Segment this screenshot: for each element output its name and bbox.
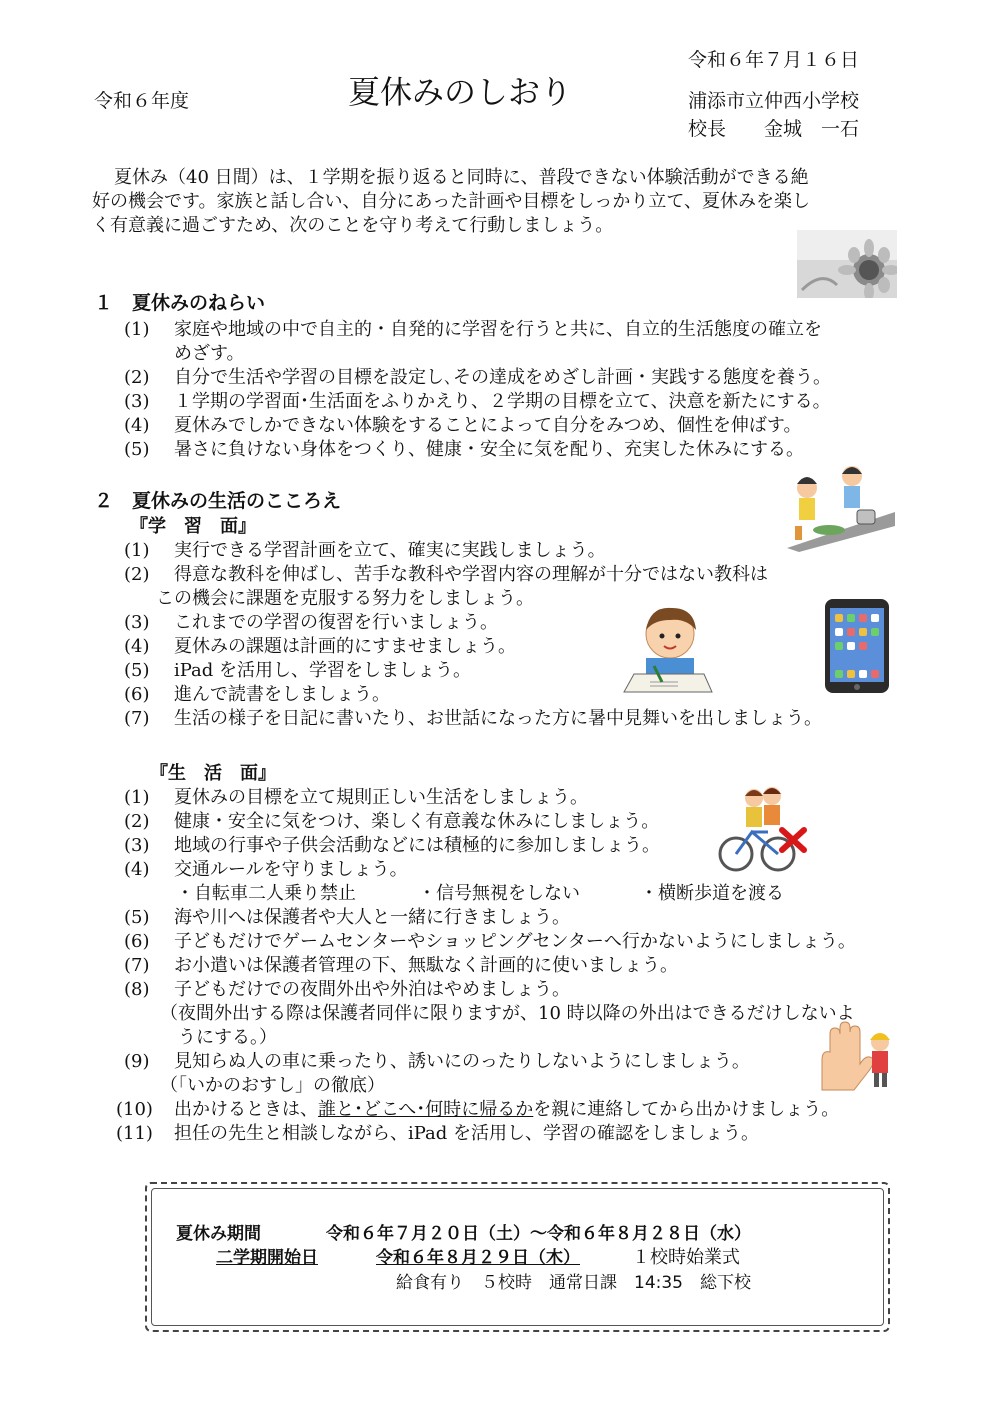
summer-period-value: 令和６年７月２０日（土）～令和６年８月２８日（水）: [326, 1224, 751, 1244]
aim-item-4-num: (4): [124, 415, 150, 436]
life-item-8-text: 子どもだけでの夜間外出や外泊はやめましょう。: [174, 979, 570, 1000]
aim-item-5: [124, 438, 804, 462]
study-item-1: [124, 539, 606, 563]
term-start-value: 令和６年８月２９日（木）: [376, 1248, 580, 1268]
life-item-3-num: (3): [124, 835, 150, 856]
ipad-illustration: [824, 598, 890, 694]
life-item-1: [124, 786, 588, 810]
life-item-2-text: 健康・安全に気をつけ、楽しく有意義な休みにしましょう。: [174, 811, 660, 832]
school-name: 浦添市立仲西小学校: [688, 90, 860, 112]
aim-item-3-text: １学期の学習面･生活面をふりかえり、２学期の目標を立て、決意を新たにする。: [174, 391, 831, 412]
life-item-7-num: (7): [124, 955, 150, 976]
life-item-8-note-1: （夜間外出する際は保護者同伴に限りますが、10 時以降の外出はできるだけしないよ: [160, 1003, 855, 1024]
life-item-6-text: 子どもだけでゲームセンターやショッピングセンターへ行かないようにしましょう。: [174, 931, 856, 952]
study-item-4: [124, 635, 516, 659]
life-heading: 『生 活 面』: [150, 763, 276, 784]
term-start-label: 二学期開始日: [216, 1248, 318, 1268]
aim-item-4-text: 夏休みでしかできない体験をすることによって自分をみつめ、個性を伸ばす。: [174, 415, 802, 436]
study-item-6-text: 進んで読書をしましょう。: [174, 684, 390, 705]
life-item-7: [124, 954, 678, 978]
life-item-11-num: (11): [116, 1123, 153, 1144]
aim-item-2: [124, 366, 831, 390]
life-item-7-text: お小遣いは保護者管理の下、無駄なく計画的に使いましょう。: [174, 955, 678, 976]
life-item-5-text: 海や川へは保護者や大人と一緒に行きましょう。: [174, 907, 570, 928]
study-item-7: [124, 707, 822, 731]
life-item-10-text-post: を親に連絡してから出かけましょう。: [533, 1099, 840, 1120]
life-item-8-num: (8): [124, 979, 150, 1000]
study-item-2-num: (2): [124, 564, 150, 585]
study-item-5: [124, 659, 471, 683]
lunch-schedule-line: 給食有り ５校時 通常日課 14:35 総下校: [396, 1273, 751, 1293]
studying-boy-illustration: [620, 596, 716, 696]
intro-line-3: く有意義に過ごすため、次のことを守り考えて行動しましょう。: [92, 215, 614, 236]
life-item-5-num: (5): [124, 907, 150, 928]
study-heading: 『学 習 面』: [130, 516, 256, 537]
life-item-9-text: 見知らぬ人の車に乗ったり、誘いにのったりしないようにしましょう。: [174, 1051, 750, 1072]
page-title: 夏休みのしおり: [348, 73, 573, 111]
study-item-3-text: これまでの学習の復習を行いましょう。: [174, 612, 498, 633]
term-start-note: １校時始業式: [632, 1247, 740, 1268]
traffic-rule-1: ・自転車二人乗り禁止: [176, 883, 356, 904]
life-item-10-text-underlined: 誰と･どこへ･何時に帰るか: [318, 1099, 534, 1120]
study-item-6: [124, 683, 390, 707]
life-item-9-note: （「いかのおすし」の徹底）: [160, 1075, 385, 1096]
sunflower-photo: [797, 230, 897, 298]
life-item-3-text: 地域の行事や子供会活動などには積極的に参加しましょう。: [174, 835, 660, 856]
section-2-heading: ２ 夏休みの生活のこころえ: [94, 490, 342, 512]
section-1-heading: １ 夏休みのねらい: [94, 292, 266, 314]
life-item-9-num: (9): [124, 1051, 150, 1072]
life-item-2-num: (2): [124, 811, 150, 832]
study-item-4-text: 夏休みの課題は計画的にすませましょう。: [174, 636, 516, 657]
study-item-5-num: (5): [124, 660, 150, 681]
life-item-1-num: (1): [124, 787, 150, 808]
life-item-8: [124, 978, 570, 1002]
principal-name: 校長 金城 一石: [688, 118, 860, 140]
study-item-7-text: 生活の様子を日記に書いたり、お世話になった方に暑中見舞いを出しましょう。: [174, 708, 822, 729]
aim-item-2-num: (2): [124, 367, 150, 388]
aim-item-5-num: (5): [124, 439, 150, 460]
aim-item-2-text: 自分で生活や学習の目標を設定し､その達成をめざし計画・実践する態度を養う。: [174, 367, 831, 388]
life-item-4: [124, 858, 408, 882]
summer-period-label: 夏休み期間: [176, 1224, 261, 1244]
life-item-3: [124, 834, 660, 858]
life-item-10-text-pre: 出かけるときは、: [174, 1099, 318, 1120]
life-item-9: [124, 1050, 750, 1074]
aim-item-5-text: 暑さに負けない身体をつくり、健康・安全に気を配り、充実した休みにする。: [174, 439, 804, 460]
cooking-children-illustration: [777, 460, 899, 552]
aim-item-1-text: 家庭や地域の中で自主的・自発的に学習を行うと共に、自立的生活態度の確立を: [174, 319, 822, 340]
life-item-1-text: 夏休みの目標を立て規則正しい生活をしましょう。: [174, 787, 588, 808]
traffic-rule-3: ・横断歩道を渡る: [640, 883, 784, 904]
aim-item-3-num: (3): [124, 391, 150, 412]
study-item-4-num: (4): [124, 636, 150, 657]
study-item-2: [124, 563, 768, 587]
life-item-4-num: (4): [124, 859, 150, 880]
study-item-2-cont: この機会に課題を克服する努力をしましょう。: [156, 588, 534, 609]
study-item-5-text: iPad を活用し、学習をしましょう。: [174, 660, 472, 681]
aim-item-3: [124, 390, 831, 414]
fiscal-year: 令和６年度: [94, 90, 190, 112]
life-item-10: [116, 1098, 839, 1122]
aim-item-1-num: (1): [124, 319, 150, 340]
life-item-6: [124, 930, 856, 954]
study-item-3: [124, 611, 498, 635]
stranger-warning-illustration: [818, 1020, 898, 1096]
life-item-11: [116, 1122, 759, 1146]
life-item-11-text: 担任の先生と相談しながら、iPad を活用し、学習の確認をしましょう。: [174, 1123, 760, 1144]
document-date: 令和６年７月１６日: [688, 49, 860, 71]
study-item-1-text: 実行できる学習計画を立て、確実に実践しましょう。: [174, 540, 606, 561]
life-item-6-num: (6): [124, 931, 150, 952]
aim-item-4: [124, 414, 801, 438]
life-item-5: [124, 906, 570, 930]
study-item-6-num: (6): [124, 684, 150, 705]
aim-item-1-cont: めざす。: [174, 343, 245, 364]
study-item-1-num: (1): [124, 540, 150, 561]
life-item-10-num: (10): [116, 1099, 153, 1120]
study-item-7-num: (7): [124, 708, 150, 729]
study-item-2-text: 得意な教科を伸ばし、苦手な教科や学習内容の理解が十分ではない教科は: [174, 564, 768, 585]
bicycle-warning-illustration: [716, 782, 808, 874]
study-item-3-num: (3): [124, 612, 150, 633]
intro-line-2: 好の機会です。家族と話し合い、自分にあった計画や目標をしっかり立て、夏休みを楽し: [92, 191, 811, 212]
life-item-8-note-2: うにする。）: [178, 1027, 277, 1048]
life-item-4-text: 交通ルールを守りましょう。: [174, 859, 408, 880]
traffic-rule-2: ・信号無視をしない: [418, 883, 580, 904]
life-item-2: [124, 810, 659, 834]
aim-item-1: [124, 318, 822, 342]
intro-line-1: 夏休み（40 日間）は、１学期を振り返ると同時に、普段できない体験活動ができる絶: [114, 167, 809, 188]
